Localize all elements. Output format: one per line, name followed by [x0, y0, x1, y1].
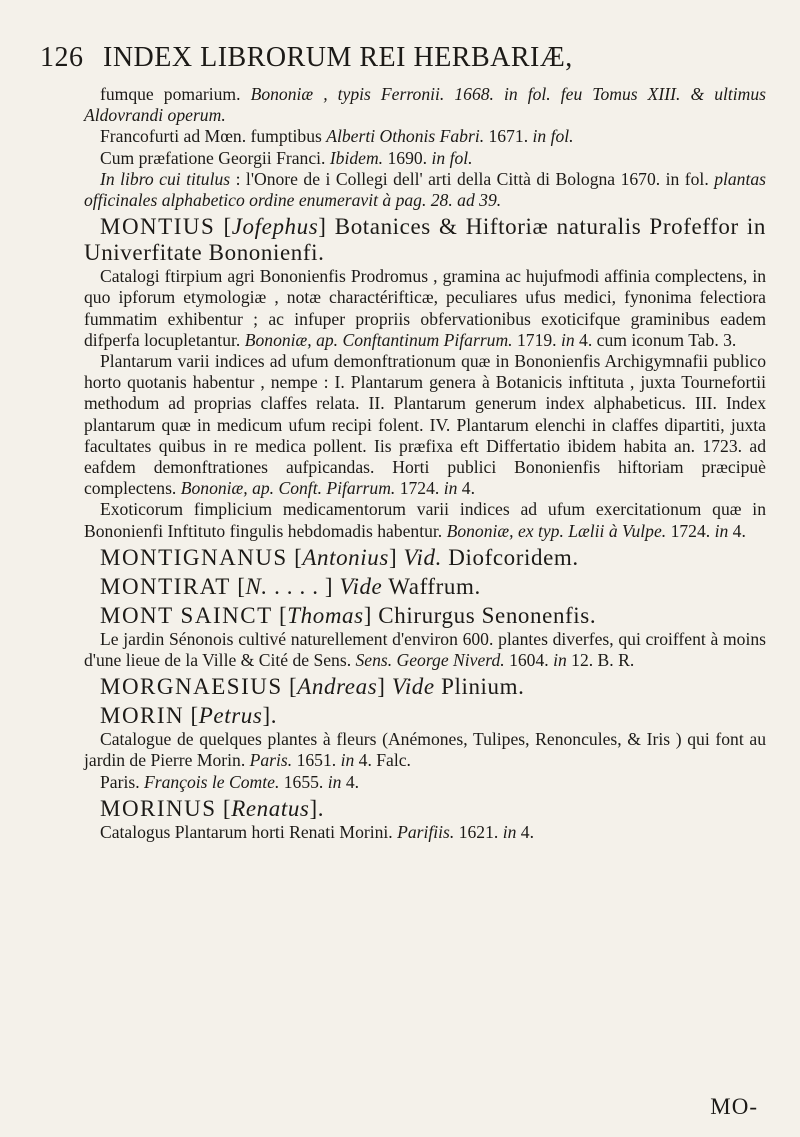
text-run: ] Chirurgus Senonenfis.	[363, 602, 597, 628]
italic-text: Vide	[339, 573, 383, 599]
author-name: MORINUS	[100, 795, 217, 821]
text-run: : l'Onore de i Collegi dell' arti della Città di Bologna 1670. in fol.	[230, 168, 715, 189]
note-onore-collegi	[84, 169, 766, 211]
heading-morgnaesius	[84, 674, 766, 700]
italic-text: Antonius	[302, 544, 389, 570]
text-run: 1724.	[666, 520, 715, 541]
heading-montirat	[84, 574, 766, 600]
italic-text: Bononiæ, ex typ. Lælii à Vulpe.	[446, 520, 667, 541]
text-run: 1604.	[504, 650, 554, 671]
heading-morin	[84, 703, 766, 729]
text-run: 4.	[457, 478, 475, 499]
text-run: 1690.	[383, 147, 432, 168]
italic-text: In libro cui titulus	[100, 168, 231, 189]
text-run: Plantarum varii indices ad ufum demonftrationum quæ in Bononienfis Archigymnafii publico horto quotanis habentur , nempe : I. Plantarum genera à Botanicis inftituta , juxta Tournefortii methodum ad proprias claffes relata. II. Plantarum generum index alphabeticus. III. Index plantarum quæ in medicum ufum recipi folent. IV. Plantarum elenchi in claffes dipartiti, juxta facultates quibus in re medica pollent. Iis præfixa eft Differtatio ibidem habita an. 1723. ad eafdem demonftrationes aufpicandas. Horti publici Bononienfis hiftoriam præcipuè complectens.	[84, 351, 766, 499]
text-run: 4.	[341, 771, 360, 792]
text-run: Exoticorum fimplicium medicamentorum varii indices ad ufum exercitationum quæ in Bononienfi Inftituto fingulis hebdomadis habentur.	[84, 499, 766, 541]
text-run: ].	[309, 795, 325, 821]
italic-text: plantas officinales alphabetico ordine enumeravit à pag. 28. ad 39.	[84, 168, 766, 211]
text-run: 1651.	[292, 750, 341, 771]
italic-text: in	[553, 650, 567, 671]
italic-text: Vid.	[403, 544, 442, 570]
text-run: [	[287, 544, 303, 570]
text-run: . . . . ]	[267, 573, 340, 599]
running-title: INDEX LIBRORUM REI HERBARIÆ,	[103, 42, 573, 73]
italic-text: Vide	[391, 674, 435, 700]
italic-text: Thomas	[287, 602, 364, 628]
text-run: 1671.	[484, 126, 533, 147]
italic-text: Renatus	[231, 795, 310, 821]
text-run: Catalogi ftirpium agri Bononienfis Prodromus , gramina ac hujufmodi affinia complectens, in quo ipforum etymologiæ , notæ charactérifticæ, peculiares ufus medici, fynonima felectiora fummatim exhibentur ; ac infuper propriis obfervationibus exoticifque graminibus eadem difperfa locupletantur.	[84, 266, 766, 350]
index-text	[84, 84, 766, 843]
author-name: MORIN	[100, 703, 185, 729]
italic-text: Parifiis.	[397, 821, 455, 842]
edition-frankfurt	[84, 126, 766, 147]
italic-text: Petrus	[198, 703, 263, 729]
edition-paris-comte	[84, 772, 766, 793]
text-run: [	[215, 214, 232, 240]
italic-text: Bononiæ , typis Ferronii. 1668. in fol. feu Tomus XIII. & ultimus Aldovrandi operum.	[84, 84, 766, 126]
text-run: ].	[262, 703, 278, 729]
page-header	[40, 42, 760, 74]
text-run: Paris.	[100, 771, 144, 792]
text-run: [	[184, 703, 199, 729]
italic-text: Jofephus	[231, 214, 319, 240]
work-catalogi-stirpium	[84, 266, 766, 351]
italic-text: Bononiæ, ap. Conft. Pifarrum.	[180, 478, 396, 499]
text-run: Francofurti ad Mœn. fumptibus	[100, 126, 327, 147]
text-run: 12. B. R.	[566, 650, 635, 671]
italic-text: in	[340, 750, 355, 771]
text-run: Cum præfatione Georgii Franci.	[100, 147, 330, 168]
text-run: Le jardin Sénonois cultivé naturellement d'environ 600. plantes diverfes, qui croiffent à moins d'une lieue de la Ville & Cité de Sens.	[84, 628, 766, 671]
author-name: MORGNAESIUS	[100, 674, 283, 700]
author-name: MONTIUS	[100, 214, 216, 240]
text-run: Waffrum.	[382, 573, 481, 599]
text-run: ] Botanices & Hiftoriæ naturalis Profeffor in Univerfitate Bononienfi.	[84, 214, 766, 266]
text-run: [	[272, 602, 288, 628]
text-run: 4. cum iconum Tab. 3.	[574, 329, 737, 350]
italic-text: in	[714, 520, 729, 541]
italic-text: François le Comte.	[143, 771, 280, 792]
italic-text: in	[327, 771, 342, 792]
text-run: 1655.	[279, 771, 328, 792]
italic-text: in	[502, 821, 517, 842]
italic-text: Bononiæ, ap. Conftantinum Pifarrum.	[244, 329, 513, 350]
author-name: MONT SAINCT	[100, 602, 273, 628]
heading-morinus	[84, 796, 766, 822]
author-name: MONTIRAT	[100, 573, 231, 599]
work-catalogue-plantes	[84, 729, 766, 771]
italic-text: Sens. George Niverd.	[355, 650, 505, 671]
text-run: 4.	[728, 520, 746, 541]
text-run: ]	[377, 674, 392, 700]
italic-text: in fol.	[532, 126, 574, 147]
author-name: MONTIGNANUS	[100, 544, 288, 570]
work-jardin-senonois	[84, 629, 766, 671]
text-run: 1621.	[454, 821, 503, 842]
italic-text: in	[443, 478, 458, 499]
text-run: Catalogus Plantarum horti Renati Morini.	[100, 821, 398, 842]
text-run: [	[282, 674, 298, 700]
italic-text: in fol.	[431, 147, 473, 168]
italic-text: Ibidem.	[329, 147, 384, 168]
italic-text: N.	[245, 573, 268, 599]
text-run: [	[230, 573, 246, 599]
work-exoticorum-simplicium	[84, 499, 766, 541]
edition-franci	[84, 148, 766, 169]
text-run: Diofcoridem.	[441, 544, 579, 570]
text-run: fumque pomarium.	[100, 84, 251, 104]
heading-montignanus	[84, 545, 766, 571]
text-run: 1724.	[395, 478, 444, 499]
heading-montius	[84, 214, 766, 266]
page-number: 126	[40, 42, 84, 73]
entry-continuation-aldrovandi	[84, 84, 766, 126]
italic-text: Andreas	[297, 674, 378, 700]
text-run: ]	[388, 544, 404, 570]
italic-text: Paris.	[249, 750, 293, 771]
work-catalogus-plantarum-morini	[84, 822, 766, 843]
italic-text: Alberti Othonis Fabri.	[326, 126, 485, 147]
text-run: 4.	[516, 821, 534, 842]
text-run: [	[216, 795, 232, 821]
heading-mont-sainct	[84, 603, 766, 629]
text-run: Plinium.	[434, 674, 525, 700]
text-run: 1719.	[512, 329, 561, 350]
work-plantarum-indices	[84, 351, 766, 499]
text-run: 4. Falc.	[354, 750, 411, 771]
catchword: MO-	[710, 1094, 758, 1119]
text-run: Catalogue de quelques plantes à fleurs (Anémones, Tulipes, Renoncules, & Iris ) qui font au jardin de Pierre Morin.	[84, 729, 766, 771]
italic-text: in	[560, 329, 575, 350]
